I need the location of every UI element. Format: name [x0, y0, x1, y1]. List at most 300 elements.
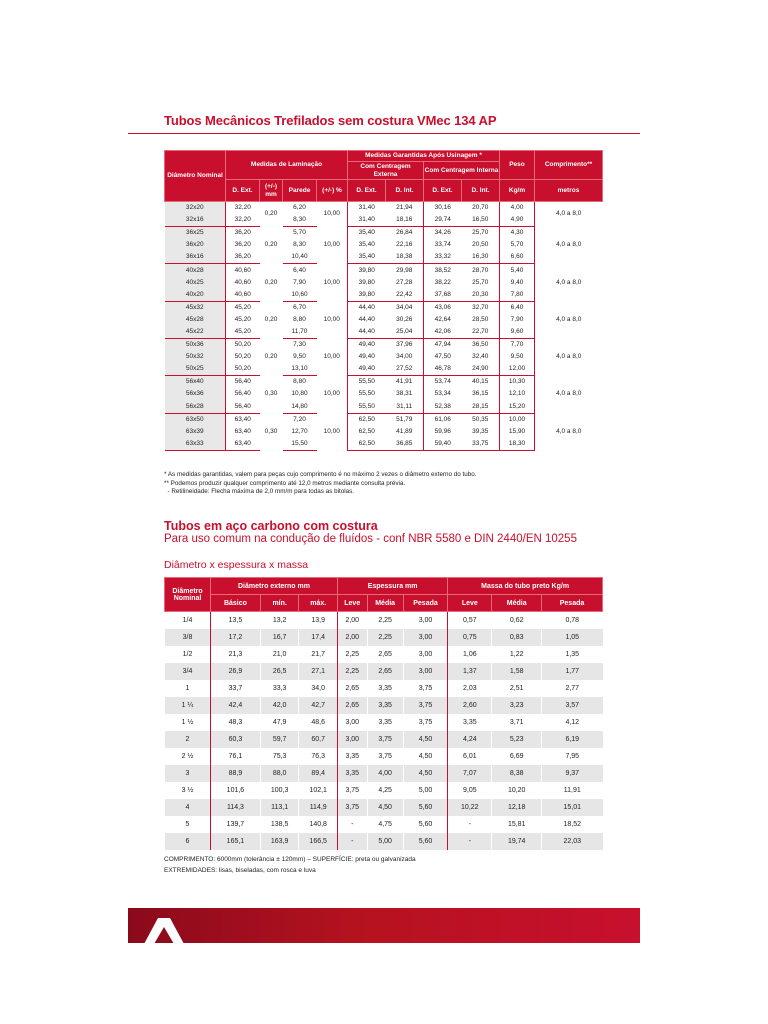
- table-cell: 24,90: [462, 363, 500, 376]
- table-cell: 7,07: [448, 765, 492, 782]
- nominal-diameter-cell: 1/2: [165, 646, 211, 663]
- diameter-cell: 45x32: [165, 301, 226, 314]
- table-cell: 10,80: [291, 390, 308, 398]
- tolerance-cell: 0,20: [264, 210, 278, 218]
- table-cell: 25,70: [472, 278, 489, 286]
- tolerance-cell: 0,20: [264, 278, 278, 286]
- table-cell: 56,40: [226, 401, 260, 414]
- col-ext-d-int: D. Int.: [386, 180, 424, 202]
- table-cell: 12,18: [492, 799, 542, 816]
- table-cell: 2,00: [337, 629, 367, 646]
- col-pesada: Pesada: [403, 595, 447, 612]
- table-cell: 22,70: [462, 326, 500, 339]
- table-cell: 5,00: [367, 833, 403, 850]
- table-notes: [164, 471, 477, 497]
- table-cell: -: [337, 816, 367, 833]
- table-cell: 18,38: [386, 251, 424, 264]
- tolerance-cell: 0,20: [264, 353, 278, 361]
- table-cell: 42,4: [211, 697, 261, 714]
- col-group-centragem-externa: Com Centragem Externa: [348, 162, 424, 180]
- table-row: [165, 227, 603, 240]
- table-cell: 5,23: [492, 731, 542, 748]
- table-cell: 37,96: [396, 341, 413, 349]
- table-cell: 25,04: [386, 326, 424, 339]
- table-row: [165, 731, 603, 748]
- col-tol-mm: (+/-) mm: [260, 180, 283, 202]
- table-cell: 0,83: [492, 629, 542, 646]
- col-tol-pct: (+/-) %: [317, 180, 348, 202]
- table-cell: 38,52: [424, 264, 462, 277]
- table-cell: 56,40: [226, 388, 260, 400]
- col-parede: Parede: [283, 180, 317, 202]
- col-group-garantidas: Medidas Garantidas Após Usinagem *: [348, 151, 500, 162]
- diameter-cell: 45x28: [165, 314, 226, 326]
- table-cell: 7,90: [500, 314, 535, 326]
- length-cell: 4,0 a 8,0: [535, 202, 603, 227]
- section-title: Tubos em aço carbono com costura: [164, 519, 378, 533]
- table-cell: 32,40: [472, 353, 489, 361]
- table-cell: 41,91: [396, 378, 413, 386]
- table-cell: 18,16: [386, 214, 424, 227]
- table-cell: 63,40: [226, 413, 260, 426]
- table-cell: 4,75: [367, 816, 403, 833]
- carbon-steel-tubes-table: [164, 577, 603, 850]
- table-cell: 28,70: [472, 266, 489, 274]
- table-cell: 44,40: [348, 301, 386, 314]
- table-cell: 1,58: [492, 663, 542, 680]
- table-row: [165, 799, 603, 816]
- table-cell: 5,00: [403, 782, 447, 799]
- table-cell: 27,28: [396, 278, 413, 286]
- length-cell: 4,0 a 8,0: [535, 376, 603, 413]
- table-cell: 2,60: [448, 697, 492, 714]
- table-cell: 3,23: [492, 697, 542, 714]
- table-row: [165, 646, 603, 663]
- col-d-ext: D. Ext.: [226, 180, 260, 202]
- table-cell: 39,80: [348, 264, 386, 277]
- table-cell: 113,1: [260, 799, 299, 816]
- diameter-cell: 63x33: [165, 438, 226, 451]
- table-cell: 36,20: [226, 227, 260, 240]
- diameter-cell: 45x22: [165, 326, 226, 339]
- col-massa-pesada: Pesada: [542, 595, 603, 612]
- table-cell: -: [448, 816, 492, 833]
- tolerance-pct-cell: 10,00: [323, 315, 340, 323]
- table-cell: 33,74: [424, 239, 462, 251]
- table-cell: 62,50: [348, 438, 386, 451]
- table-cell: 4,30: [500, 227, 535, 240]
- table-cell: 11,91: [542, 782, 603, 799]
- table-cell: 42,64: [424, 314, 462, 326]
- tolerance-pct-cell: 10,00: [323, 427, 340, 435]
- nominal-diameter-cell: 1 ¼: [165, 697, 211, 714]
- table-cell: 2,65: [337, 697, 367, 714]
- table-cell: 140,8: [299, 816, 338, 833]
- table-cell: 6,70: [293, 303, 306, 311]
- table-cell: 3,00: [403, 663, 447, 680]
- table-cell: 28,15: [462, 401, 500, 414]
- table-cell: 40,60: [226, 264, 260, 277]
- table-cell: 5,60: [403, 799, 447, 816]
- table-cell: 37,68: [424, 289, 462, 302]
- table-cell: 47,94: [424, 339, 462, 352]
- table-cell: 3,75: [403, 680, 447, 697]
- table-cell: 1,77: [542, 663, 603, 680]
- table-cell: 12,00: [500, 363, 535, 376]
- table-cell: 36,50: [472, 341, 489, 349]
- table-cell: 4,50: [403, 731, 447, 748]
- table-cell: 38,22: [424, 277, 462, 289]
- table-cell: 33,75: [462, 438, 500, 451]
- table-cell: 1,22: [492, 646, 542, 663]
- nominal-diameter-cell: 3: [165, 765, 211, 782]
- table-cell: 12,70: [291, 427, 308, 435]
- table-cell: 22,16: [396, 241, 413, 249]
- table-cell: 20,30: [462, 289, 500, 302]
- nominal-diameter-cell: 1/4: [165, 612, 211, 630]
- footnote-line: COMPRIMENTO: 6000mm (tolerância ± 120mm) – SUPERFÍCIE: preta ou galvanizada: [164, 856, 416, 863]
- table-row: [165, 765, 603, 782]
- table-cell: 2,65: [367, 663, 403, 680]
- diameter-cell: 36x25: [165, 227, 226, 240]
- col-int-d-int: D. Int.: [462, 180, 500, 202]
- table-cell: 55,50: [348, 401, 386, 414]
- table-cell: 7,70: [500, 339, 535, 352]
- table-cell: 16,30: [462, 251, 500, 264]
- table-cell: 75,3: [260, 748, 299, 765]
- table-cell: 32,20: [226, 202, 260, 215]
- table-cell: 21,7: [299, 646, 338, 663]
- table-cell: 3,57: [542, 697, 603, 714]
- table-cell: 50,20: [226, 351, 260, 363]
- nominal-diameter-cell: 4: [165, 799, 211, 816]
- table-cell: 28,50: [472, 315, 489, 323]
- table-cell: 31,40: [348, 214, 386, 227]
- col-massa-leve: Leve: [448, 595, 492, 612]
- table-cell: 32,20: [226, 214, 260, 227]
- table-cell: 42,0: [260, 697, 299, 714]
- table-row: [165, 680, 603, 697]
- table-cell: 6,69: [492, 748, 542, 765]
- table-cell: 21,3: [211, 646, 261, 663]
- table-cell: 40,60: [226, 289, 260, 302]
- table-cell: 2,65: [337, 680, 367, 697]
- diameter-cell: 50x25: [165, 363, 226, 376]
- table-cell: 26,9: [211, 663, 261, 680]
- title-rule: [128, 133, 640, 134]
- table-cell: 62,50: [348, 413, 386, 426]
- table-cell: 17,2: [211, 629, 261, 646]
- table-cell: 29,98: [396, 266, 413, 274]
- page-title: Tubos Mecânicos Trefilados sem costura VMec 134 AP: [164, 113, 497, 128]
- table-cell: 35,40: [348, 239, 386, 251]
- table-cell: 4,00: [367, 765, 403, 782]
- table-cell: 18,30: [500, 438, 535, 451]
- table-cell: 26,84: [396, 229, 413, 237]
- table-cell: 6,40: [500, 301, 535, 314]
- table-cell: 17,4: [299, 629, 338, 646]
- table-cell: 33,7: [211, 680, 261, 697]
- table-cell: 60,3: [211, 731, 261, 748]
- table-cell: 56,40: [226, 376, 260, 389]
- table-cell: 15,20: [500, 401, 535, 414]
- footnotes: [164, 855, 416, 876]
- table-cell: 62,50: [348, 426, 386, 438]
- table-cell: 3,71: [492, 714, 542, 731]
- table-row: [165, 413, 603, 426]
- table-cell: 76,1: [211, 748, 261, 765]
- table-cell: 29,74: [424, 214, 462, 227]
- table-cell: 3,35: [337, 748, 367, 765]
- table-cell: 61,06: [424, 413, 462, 426]
- col-max: máx.: [299, 595, 338, 612]
- table-cell: 3,75: [403, 697, 447, 714]
- table-cell: 7,90: [293, 278, 306, 286]
- table-cell: 5,70: [293, 229, 306, 237]
- table-cell: 10,22: [448, 799, 492, 816]
- table-cell: 0,57: [448, 612, 492, 630]
- tolerance-pct-cell: 10,00: [323, 353, 340, 361]
- table-cell: 8,30: [293, 241, 306, 249]
- diameter-cell: 56x40: [165, 376, 226, 389]
- nominal-diameter-cell: 1: [165, 680, 211, 697]
- table-cell: 49,40: [348, 363, 386, 376]
- table-cell: 59,96: [424, 426, 462, 438]
- nominal-diameter-cell: 6: [165, 833, 211, 850]
- table-cell: 15,81: [492, 816, 542, 833]
- table-cell: 35,40: [348, 227, 386, 240]
- table-cell: 40,60: [226, 277, 260, 289]
- table-cell: 15,50: [283, 438, 317, 451]
- tolerance-cell: 0,30: [264, 390, 278, 398]
- table-cell: 101,6: [211, 782, 261, 799]
- col-leve: Leve: [337, 595, 367, 612]
- nominal-diameter-cell: 2 ½: [165, 748, 211, 765]
- diameter-cell: 56x36: [165, 388, 226, 400]
- table-cell: 34,0: [299, 680, 338, 697]
- table-cell: 27,1: [299, 663, 338, 680]
- table-row: [165, 629, 603, 646]
- table-cell: 4,24: [448, 731, 492, 748]
- table-cell: 3,75: [403, 714, 447, 731]
- table-cell: 20,70: [472, 204, 489, 212]
- table-cell: 88,9: [211, 765, 261, 782]
- table-cell: 5,60: [403, 833, 447, 850]
- table-row: [165, 301, 603, 314]
- table-cell: 9,50: [500, 351, 535, 363]
- length-cell: 4,0 a 8,0: [535, 339, 603, 376]
- diameter-cell: 50x32: [165, 351, 226, 363]
- table-cell: 76,3: [299, 748, 338, 765]
- nominal-diameter-cell: 3/8: [165, 629, 211, 646]
- table-cell: 166,5: [299, 833, 338, 850]
- table-cell: 3,75: [367, 731, 403, 748]
- table-cell: 10,60: [283, 289, 317, 302]
- table-cell: 48,3: [211, 714, 261, 731]
- table-cell: 10,30: [500, 376, 535, 389]
- table-cell: 11,70: [283, 326, 317, 339]
- table-cell: 1,06: [448, 646, 492, 663]
- table-cell: 63,40: [226, 438, 260, 451]
- table-cell: 59,40: [424, 438, 462, 451]
- nominal-diameter-cell: 2: [165, 731, 211, 748]
- table-cell: 3,35: [448, 714, 492, 731]
- table-cell: 45,20: [226, 301, 260, 314]
- table-cell: 50,20: [226, 339, 260, 352]
- note-line: - Retilineidade: Flecha máxima de 2,0 mm/m para todas as bitolas.: [164, 488, 355, 496]
- table-cell: 6,19: [542, 731, 603, 748]
- diameter-cell: 40x20: [165, 289, 226, 302]
- table-cell: 22,03: [542, 833, 603, 850]
- table-cell: 35,40: [348, 251, 386, 264]
- table-cell: 165,1: [211, 833, 261, 850]
- diameter-cell: 36x20: [165, 239, 226, 251]
- diameter-cell: 56x28: [165, 401, 226, 414]
- table-cell: 14,80: [283, 401, 317, 414]
- table-cell: 21,94: [396, 204, 413, 212]
- table-cell: 3,35: [337, 765, 367, 782]
- col-group-massa: Massa do tubo preto Kg/m: [448, 578, 603, 595]
- table-cell: 7,80: [500, 289, 535, 302]
- table-cell: 27,52: [386, 363, 424, 376]
- table-cell: 8,30: [283, 214, 317, 227]
- table-cell: 33,32: [424, 251, 462, 264]
- table-row: [165, 339, 603, 352]
- tolerance-cell: 0,20: [264, 241, 278, 249]
- table-row: [165, 748, 603, 765]
- table-cell: 139,7: [211, 816, 261, 833]
- table-cell: 31,11: [386, 401, 424, 414]
- table-cell: 40,15: [472, 378, 489, 386]
- tolerance-pct-cell: 10,00: [323, 278, 340, 286]
- col-group-centragem-interna: Com Centragem Interna: [424, 162, 500, 180]
- table-cell: 42,06: [424, 326, 462, 339]
- table-cell: 9,60: [500, 326, 535, 339]
- table-cell: 8,80: [293, 315, 306, 323]
- col-kgm: Kg/m: [500, 180, 535, 202]
- col-basico: Básico: [211, 595, 261, 612]
- table-cell: 4,50: [403, 765, 447, 782]
- table-cell: 13,9: [299, 612, 338, 630]
- col-comprimento: Comprimento**: [535, 151, 603, 180]
- table-cell: 138,5: [260, 816, 299, 833]
- table-cell: 2,25: [367, 612, 403, 630]
- col-metros: metros: [535, 180, 603, 202]
- table-row: [165, 816, 603, 833]
- table-cell: 88,0: [260, 765, 299, 782]
- table-cell: 36,85: [386, 438, 424, 451]
- table-cell: 49,40: [348, 339, 386, 352]
- col-group-espessura: Espessura mm: [337, 578, 447, 595]
- col-group-diametro-externo: Diâmetro externo mm: [211, 578, 338, 595]
- table-cell: 10,00: [500, 413, 535, 426]
- table-cell: 9,37: [542, 765, 603, 782]
- diameter-cell: 40x28: [165, 264, 226, 277]
- table-cell: 43,06: [424, 301, 462, 314]
- diameter-cell: 63x39: [165, 426, 226, 438]
- table-cell: 45,20: [226, 314, 260, 326]
- col-min: mín.: [260, 595, 299, 612]
- table-cell: 0,62: [492, 612, 542, 630]
- nominal-diameter-cell: 3 ½: [165, 782, 211, 799]
- table-cell: 3,00: [337, 731, 367, 748]
- table-cell: 47,9: [260, 714, 299, 731]
- table-cell: 3,75: [367, 748, 403, 765]
- table-cell: 6,20: [293, 204, 306, 212]
- table-cell: 48,6: [299, 714, 338, 731]
- col-diametro-nominal: Diâmetro Nominal: [165, 151, 226, 202]
- table-cell: 19,74: [492, 833, 542, 850]
- table-cell: 0,78: [542, 612, 603, 630]
- diameter-cell: 32x16: [165, 214, 226, 227]
- table-cell: 13,2: [260, 612, 299, 630]
- table-cell: 2,25: [367, 629, 403, 646]
- table-cell: 34,04: [396, 303, 413, 311]
- table-cell: 114,3: [211, 799, 261, 816]
- table-cell: 44,40: [348, 326, 386, 339]
- table-cell: 3,00: [337, 714, 367, 731]
- table-cell: 8,38: [492, 765, 542, 782]
- table-cell: 36,15: [472, 390, 489, 398]
- col-ext-d-ext: D. Ext.: [348, 180, 386, 202]
- table-row: [165, 376, 603, 389]
- table-cell: 36,20: [226, 239, 260, 251]
- table-cell: 114,9: [299, 799, 338, 816]
- col-peso: Peso: [500, 151, 535, 180]
- note-line: ** Podemos produzir qualquer comprimento até 12,0 metros mediante consulta prévia.: [164, 479, 406, 487]
- table-cell: 55,50: [348, 388, 386, 400]
- table-cell: 39,80: [348, 289, 386, 302]
- diameter-cell: 32x20: [165, 202, 226, 215]
- table-cell: 34,00: [396, 353, 413, 361]
- table-cell: 1,05: [542, 629, 603, 646]
- table-cell: -: [448, 833, 492, 850]
- table-cell: 9,50: [293, 353, 306, 361]
- tolerance-pct-cell: 10,00: [323, 241, 340, 249]
- table-cell: 42,7: [299, 697, 338, 714]
- table-cell: 21,0: [260, 646, 299, 663]
- brand-logo-icon: [144, 918, 184, 943]
- table-cell: 9,05: [448, 782, 492, 799]
- table-cell: 26,5: [260, 663, 299, 680]
- table-cell: 2,51: [492, 680, 542, 697]
- table-cell: 44,40: [348, 314, 386, 326]
- table-cell: 163,9: [260, 833, 299, 850]
- table-cell: 39,35: [472, 427, 489, 435]
- nominal-diameter-cell: 5: [165, 816, 211, 833]
- table-cell: 2,25: [337, 663, 367, 680]
- table-cell: 60,7: [299, 731, 338, 748]
- table-caption: Diâmetro x espessura x massa: [164, 559, 309, 571]
- table-cell: 53,34: [424, 388, 462, 400]
- table-cell: 3,75: [337, 782, 367, 799]
- col-media: Média: [367, 595, 403, 612]
- table-cell: 55,50: [348, 376, 386, 389]
- table-cell: 7,95: [542, 748, 603, 765]
- table-cell: 6,60: [500, 251, 535, 264]
- table-cell: 4,00: [500, 202, 535, 215]
- diameter-cell: 63x50: [165, 413, 226, 426]
- length-cell: 4,0 a 8,0: [535, 264, 603, 301]
- table-cell: 2,65: [367, 646, 403, 663]
- table-cell: 5,60: [403, 816, 447, 833]
- tolerance-cell: 0,30: [264, 427, 278, 435]
- table-cell: 3,00: [403, 612, 447, 630]
- table-cell: 2,25: [337, 646, 367, 663]
- footer-bar: [128, 908, 640, 943]
- table-cell: 16,50: [462, 214, 500, 227]
- table-cell: 53,74: [424, 376, 462, 389]
